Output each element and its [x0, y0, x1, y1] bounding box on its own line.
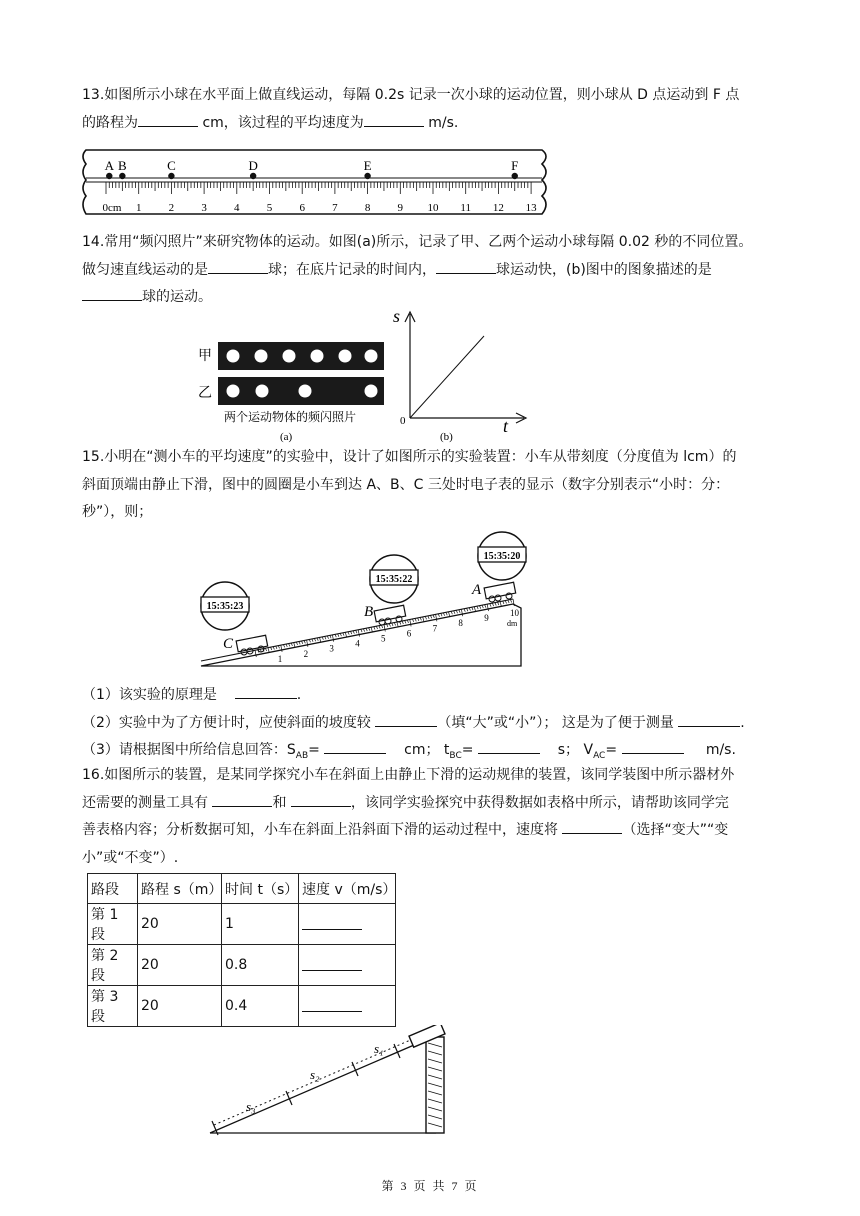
answer-blank[interactable] — [138, 112, 198, 127]
table-row — [88, 986, 396, 1027]
incline-tick — [294, 642, 295, 647]
ball-yi — [256, 385, 269, 398]
q15-sub3-a: （3）请根据图中所给信息回答：S — [82, 742, 296, 758]
label-a: (a) — [280, 431, 293, 443]
ruler-tick-label: 8 — [364, 202, 371, 214]
incline-tick — [371, 627, 372, 632]
segment-s1: s₁ — [374, 1041, 384, 1056]
incline-scale-label: 4 — [355, 638, 360, 649]
table-cell: 第 1 段 — [88, 904, 138, 945]
ruler-tick-label: 5 — [266, 202, 273, 214]
incline-tick — [423, 617, 424, 622]
label-c: C — [223, 636, 234, 652]
table-cell: 20 — [138, 904, 222, 945]
incline-tick — [487, 604, 488, 611]
clock-a-time: 15:35:20 — [483, 551, 521, 562]
incline-tick — [449, 612, 450, 617]
answer-blank[interactable] — [82, 286, 142, 301]
incline-tick — [384, 625, 385, 632]
incline-tick — [345, 632, 346, 637]
ball-jia — [255, 350, 268, 363]
answer-blank[interactable] — [235, 684, 297, 699]
q16-line3-b: （选择“变大”“变 — [622, 822, 729, 838]
ball-point — [106, 173, 112, 179]
incline-tick — [255, 650, 256, 657]
clock-b — [370, 555, 418, 603]
segment-s2: s₂ — [310, 1067, 320, 1082]
incline-scale-label: 8 — [458, 618, 463, 629]
answer-blank[interactable] — [375, 712, 437, 727]
ball-point — [512, 173, 518, 179]
q15-line3: 秒”），则； — [82, 504, 153, 520]
origin-label: 0 — [400, 415, 406, 427]
table-header: 速度 v（m/s） — [299, 874, 396, 904]
answer-blank[interactable] — [212, 792, 272, 807]
incline-tick — [503, 601, 504, 604]
s-t-line — [410, 336, 484, 418]
q15-line1: 15.小明在“测小车的平均速度”的实验中，设计了如图所示的实验装置：小车从带刻度（分度值为 lcm）的 — [82, 449, 737, 465]
ruler-tick-label: 3 — [201, 202, 207, 214]
incline-tick — [307, 640, 308, 647]
ruler-tick-label: 2 — [168, 202, 175, 214]
q15-sub3-ab: AB — [295, 750, 309, 761]
ruler-tick-label: 9 — [397, 202, 404, 214]
ruler-ticks — [106, 182, 531, 194]
incline-scale-label: 3 — [329, 643, 334, 654]
ruler-labels — [103, 202, 538, 214]
incline-tick — [498, 602, 499, 605]
answer-blank[interactable] — [302, 915, 362, 930]
incline-scale-label: 9 — [484, 613, 489, 624]
q16-line2-c: ，该同学实验探究中获得数据如表格中所示，请帮助该同学完 — [350, 794, 729, 811]
q13-line2-a: 的路程为 — [82, 114, 138, 131]
answer-blank[interactable] — [302, 956, 362, 971]
ball-point — [168, 173, 174, 179]
q15-subs: （1）该实验的原理是 . （2）实验中为了方便计时，应使斜面的坡度较 （填“大”或“小”）； 这是为了便于测量 . （3）请根据图中所给信息回答：$S_{AB}=$ cm； $t_{BC}=$ s； $V_{AC}=$ m/s. — [82, 682, 782, 770]
ball-yi — [299, 385, 312, 398]
ball-point — [250, 173, 256, 179]
clock-c-time: 15:35:23 — [206, 601, 244, 612]
answer-blank[interactable] — [622, 739, 684, 754]
point-label: E — [363, 158, 372, 173]
ball-jia — [365, 350, 378, 363]
answer-blank[interactable] — [208, 259, 268, 274]
car-b — [374, 605, 406, 625]
incline-tick — [332, 635, 333, 642]
ruler-tick-label: 6 — [299, 202, 305, 214]
table-cell: 0.8 — [222, 945, 299, 986]
data-table — [87, 873, 396, 1027]
photo-caption: 两个运动物体的频闪照片 — [224, 410, 357, 424]
answer-blank[interactable] — [364, 112, 424, 127]
q14-line2-c: 球运动快，(b)图中的图象描述的是 — [496, 261, 712, 278]
ruler-tick-label: 12 — [492, 202, 504, 214]
incline-tick — [410, 619, 411, 626]
point-label: A — [104, 158, 114, 173]
slope-figure — [198, 1025, 458, 1137]
ball-point — [364, 173, 370, 179]
label-b: (b) — [440, 431, 453, 443]
q14-line2-a: 做匀速直线运动的是 — [82, 261, 208, 278]
q13-line1: 13.如图所示小球在水平面上做直线运动，每隔 0.2s 记录一次小球的运动位置，则小球从 D 点运动到 F 点 — [82, 87, 740, 103]
ruler-tick-label: 4 — [234, 202, 240, 214]
q16-line3-a: 善表格内容；分析数据可知，小车在斜面上沿斜面下滑的运动过程中，速度将 — [82, 822, 558, 838]
table-cell: 0.4 — [222, 986, 299, 1027]
ruler-tick-label: 7 — [332, 202, 338, 214]
ruler-tick-label: 0cm — [102, 202, 122, 214]
table-header: 时间 t（s） — [222, 874, 299, 904]
q15-line2: 斜面顶端由静止下滑，图中的圆圈是小车到达 A、B、C 三处时电子表的显示（数字分别表示“小时：分： — [82, 476, 730, 493]
q16-line2-a: 还需要的测量工具有 — [82, 794, 208, 811]
q13-unit1: cm，该过程的平均速度为 — [198, 114, 364, 131]
q15-sub3-bc: BC — [449, 750, 462, 761]
table-answer-cell[interactable] — [299, 986, 396, 1027]
strobe-photo-figure — [190, 300, 530, 445]
incline-scale-label: 2 — [303, 648, 309, 659]
label-a: A — [472, 582, 482, 598]
incline-tick — [397, 622, 398, 627]
q15-text — [82, 444, 772, 527]
ball-yi — [365, 385, 378, 398]
row-label-jia: 甲 — [198, 349, 212, 364]
table-answer-cell[interactable] — [299, 945, 396, 986]
incline-tick — [508, 600, 509, 603]
incline-figure — [195, 528, 555, 672]
segment-s3: s₃ — [246, 1099, 256, 1114]
incline-tick — [510, 600, 511, 603]
q15-sub1: （1）该实验的原理是 — [82, 687, 217, 703]
incline-scale-label: 7 — [432, 623, 438, 634]
q14-line2-b: 球；在底片记录的时间内， — [268, 261, 436, 278]
ball-jia — [227, 350, 240, 363]
car-c — [236, 635, 268, 655]
q15-sub2-b: （填“大”或“小”）； 这是为了便于测量 — [437, 714, 674, 731]
ruler-tick-label: 13 — [525, 202, 537, 214]
ball-point — [119, 173, 125, 179]
clock-c — [201, 582, 249, 630]
table-header: 路程 s（m） — [138, 874, 222, 904]
incline-unit: dm — [507, 619, 518, 628]
incline-scale-label: 5 — [381, 633, 386, 644]
table-cell: 第 2 段 — [88, 945, 138, 986]
q15-sub2-a: （2）实验中为了方便计时，应使斜面的坡度较 — [82, 714, 371, 731]
q16-line2-b: 和 — [272, 794, 287, 811]
answer-blank[interactable] — [678, 712, 740, 727]
incline-scale-label: 6 — [406, 628, 412, 639]
q14-line1: 14.常用“频闪照片”来研究物体的运动。如图(a)所示，记录了甲、乙两个运动小球每隔 0.02 秒的不同位置。 — [82, 234, 753, 250]
incline-tick — [281, 645, 282, 652]
incline-scale-label: 10 — [510, 608, 519, 618]
q14-line3-b: 球的运动。 — [142, 289, 212, 305]
q16-line4: 小”或“不变”）. — [82, 849, 179, 866]
table-cell: 第 3 段 — [88, 986, 138, 1027]
answer-blank[interactable] — [478, 739, 540, 754]
incline-tick — [358, 630, 359, 637]
incline-tick — [320, 637, 321, 642]
clock-b-time: 15:35:22 — [375, 574, 413, 585]
q15-sub3-ac: AC — [593, 750, 606, 761]
incline-tick — [436, 614, 437, 621]
point-label: F — [511, 158, 519, 173]
clock-a — [478, 532, 526, 580]
incline-scale-label: 1 — [277, 653, 283, 664]
ruler-figure — [80, 146, 552, 218]
table-answer-cell[interactable] — [299, 904, 396, 945]
ball-jia — [311, 350, 324, 363]
incline-tick — [461, 609, 462, 616]
label-b: B — [364, 604, 374, 620]
ruler-tick-label: 10 — [427, 202, 439, 214]
strip-jia — [218, 342, 384, 370]
answer-blank[interactable] — [436, 259, 496, 274]
axis-t: t — [503, 416, 509, 436]
answer-blank[interactable] — [291, 792, 351, 807]
q15-sub3-b: cm； t — [404, 742, 450, 758]
incline-scale — [255, 599, 514, 657]
answer-blank[interactable] — [302, 997, 362, 1012]
incline-tick — [268, 647, 269, 652]
point-label: B — [118, 158, 127, 173]
q15-sub3-c: s； V — [557, 742, 594, 758]
page-footer: 第 3 页 共 7 页 — [381, 1179, 479, 1193]
table-cell: 20 — [138, 986, 222, 1027]
ruler-tick-label: 1 — [135, 202, 142, 214]
incline-tick — [505, 601, 506, 604]
ball-positions — [105, 158, 519, 179]
row-label-yi: 乙 — [198, 386, 212, 401]
table-header-row — [88, 874, 396, 904]
ruler-tick-label: 11 — [460, 202, 471, 214]
table-row — [88, 904, 396, 945]
axis-s: s — [393, 306, 401, 326]
table-cell: 20 — [138, 945, 222, 986]
q16-line1: 16.如图所示的装置，是某同学探究小车在斜面上由静止下滑的运动规律的装置，该同学装图中所示器材外 — [82, 767, 735, 783]
q15-sub3-d: m/s. — [705, 742, 736, 758]
ball-jia — [339, 350, 352, 363]
table-row — [88, 945, 396, 986]
answer-blank[interactable] — [562, 819, 622, 834]
q13-text — [82, 82, 772, 137]
ball-jia — [283, 350, 296, 363]
point-label: C — [167, 158, 176, 173]
q16-text — [82, 762, 772, 872]
q13-unit2: m/s. — [423, 114, 459, 131]
ball-yi — [227, 385, 240, 398]
table-cell: 1 — [222, 904, 299, 945]
answer-blank[interactable] — [324, 739, 386, 754]
table-header: 路段 — [88, 874, 138, 904]
point-label: D — [248, 158, 258, 173]
